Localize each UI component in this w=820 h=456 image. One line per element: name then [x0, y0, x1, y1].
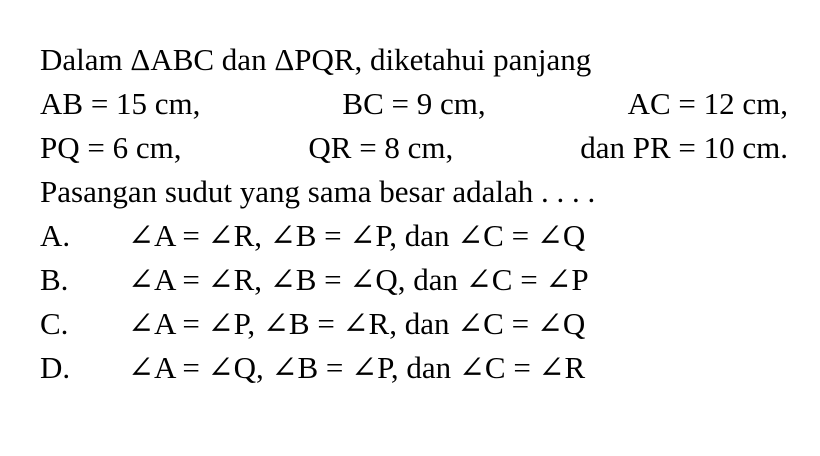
option-text: ∠A = ∠R, ∠B = ∠Q, dan ∠C = ∠P — [128, 262, 589, 297]
question-line-1 — [40, 38, 800, 82]
option-text: ∠A = ∠R, ∠B = ∠P, dan ∠C = ∠Q — [128, 218, 586, 253]
question-line-3 — [40, 126, 788, 170]
question-line-4 — [40, 170, 800, 214]
question-prompt: Pasangan sudut yang sama besar adalah . . . . — [40, 174, 596, 209]
option-text: ∠A = ∠Q, ∠B = ∠P, dan ∠C = ∠R — [128, 350, 586, 385]
option-text: ∠A = ∠P, ∠B = ∠R, dan ∠C = ∠Q — [128, 306, 586, 341]
length-ab: AB = 15 cm, — [40, 86, 201, 121]
question-line-2 — [40, 82, 788, 126]
question-text: Dalam ΔABC dan ΔPQR, diketahui panjang — [40, 42, 592, 77]
length-pr: dan PR = 10 cm. — [580, 130, 788, 165]
option-letter: D. — [40, 350, 71, 385]
option-b[interactable] — [40, 258, 800, 302]
question-block — [40, 38, 800, 390]
length-pq: PQ = 6 cm, — [40, 130, 182, 165]
length-bc: BC = 9 cm, — [342, 86, 486, 121]
option-a[interactable] — [40, 214, 800, 258]
length-ac: AC = 12 cm, — [627, 86, 788, 121]
length-qr: QR = 8 cm, — [308, 130, 454, 165]
option-letter: A. — [40, 218, 71, 253]
option-d[interactable] — [40, 346, 800, 390]
option-c[interactable] — [40, 302, 800, 346]
option-letter: B. — [40, 262, 69, 297]
option-letter: C. — [40, 306, 69, 341]
